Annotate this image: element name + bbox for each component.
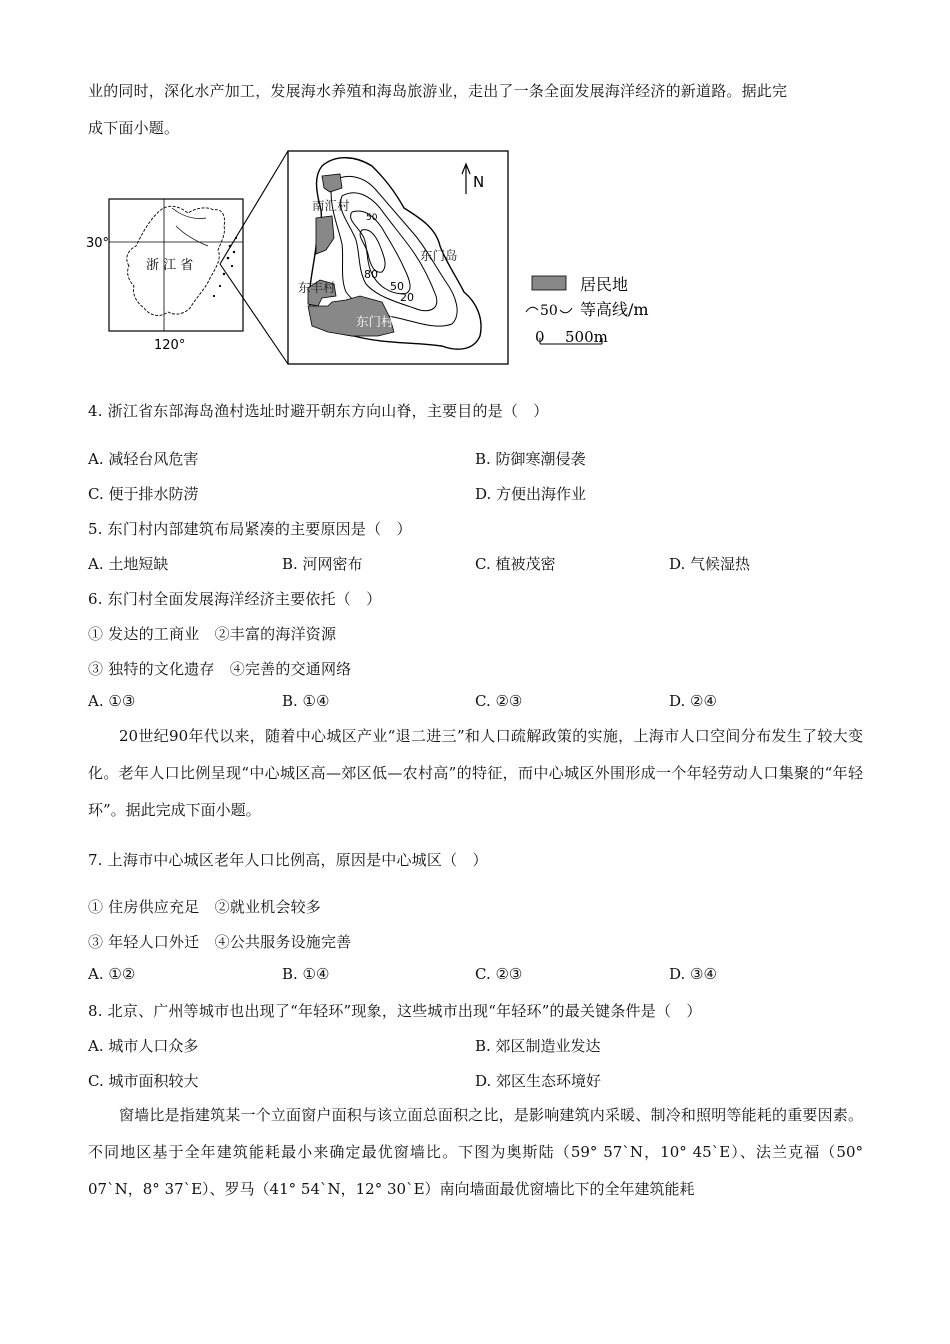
q6-option-c[interactable]: C. ②③ xyxy=(475,692,523,710)
intro-line-1: 业的同时，深化水产加工，发展海水养殖和海岛旅游业，走出了一条全面发展海洋经济的新道路。据此完 xyxy=(88,82,788,100)
label-dongmen-village: 东门村 xyxy=(356,314,394,329)
q8-option-b[interactable]: B. 郊区制造业发达 xyxy=(475,1037,601,1055)
legend-contour-label: 等高线/m xyxy=(580,300,649,319)
scale-zero-label: 0 xyxy=(535,328,545,346)
zhejiang-inset-map xyxy=(86,199,243,353)
q4-option-b[interactable]: B. 防御寒潮侵袭 xyxy=(475,450,586,468)
q4-stem: 4. 浙江省东部海岛渔村选址时避开朝东方向山脊，主要目的是（ ） xyxy=(88,402,549,420)
connector-line-top xyxy=(220,151,288,264)
contour-label-20: 20 xyxy=(400,291,414,304)
q6-option-a[interactable]: A. ①③ xyxy=(88,692,136,710)
q4-options-row-2 xyxy=(88,483,868,505)
q4-option-a[interactable]: A. 减轻台风危害 xyxy=(88,450,199,468)
island-map-figure xyxy=(84,146,684,371)
north-label: N xyxy=(473,173,485,191)
q4-options-row-1 xyxy=(88,448,868,470)
contour-label-50-upper: 50 xyxy=(366,213,378,223)
q7-option-c[interactable]: C. ②③ xyxy=(475,965,523,983)
q5-option-b[interactable]: B. 河网密布 xyxy=(282,555,363,573)
passage-window-wall-ratio: 窗墙比是指建筑某一个立面窗户面积与该立面总面积之比，是影响建筑内采暖、制冷和照明等能耗的重要因素。不同地区基于全年建筑能耗最小来确定最优窗墙比。下图为奥斯陆（59° 57`N，10° 45`E）、法兰克福（50° 07`N，8° 37`E）、罗马（41° 54`N，12° 30`E）南向墙面最优窗墙比下的全年建筑能耗 xyxy=(88,1106,863,1198)
q4-option-c[interactable]: C. 便于排水防涝 xyxy=(88,485,199,503)
q5-option-c[interactable]: C. 植被茂密 xyxy=(475,555,556,573)
q5-options-row xyxy=(88,553,868,575)
q6-option-d[interactable]: D. ②④ xyxy=(669,692,717,710)
q5-option-a[interactable]: A. 土地短缺 xyxy=(88,555,169,573)
label-dongfeng-village: 东丰村 xyxy=(298,280,336,295)
legend-settlement-label: 居民地 xyxy=(580,275,629,294)
q8-options-row-1 xyxy=(88,1035,868,1057)
q7-option-a[interactable]: A. ①② xyxy=(88,965,136,983)
legend-contour-icon xyxy=(526,307,538,312)
label-nanhui-village: 南汇村 xyxy=(312,198,350,213)
q6-option-b[interactable]: B. ①④ xyxy=(282,692,330,710)
q5-stem: 5. 东门村内部建筑布局紧凑的主要原因是（ ） xyxy=(88,520,412,538)
q8-stem: 8. 北京、广州等城市也出现了“年轻环”现象，这些城市出现“年轻环”的最关键条件是（ ） xyxy=(88,1002,702,1020)
q7-item-line-2: ③ 年轻人口外迁 ④公共服务设施完善 xyxy=(88,933,352,951)
inset-province-label: 浙 江 省 xyxy=(146,258,194,273)
q7-stem: 7. 上海市中心城区老年人口比例高，原因是中心城区（ ） xyxy=(88,851,488,869)
q6-item-line-1: ① 发达的工商业 ②丰富的海洋资源 xyxy=(88,625,337,643)
q8-option-d[interactable]: D. 郊区生态环境好 xyxy=(475,1072,602,1090)
contour-label-80: 80 xyxy=(364,268,378,281)
q5-option-d[interactable]: D. 气候湿热 xyxy=(669,555,751,573)
scale-value-label: 500m xyxy=(565,328,608,346)
q6-item-line-2: ③ 独特的文化遗存 ④完善的交通网络 xyxy=(88,660,352,678)
inset-lat-label: 30° xyxy=(86,236,110,251)
contour-label-50: 50 xyxy=(390,280,404,293)
connector-line-bottom xyxy=(220,264,288,364)
q4-option-d[interactable]: D. 方便出海作业 xyxy=(475,485,587,503)
q8-option-a[interactable]: A. 城市人口众多 xyxy=(88,1037,199,1055)
q6-options-row xyxy=(88,692,868,714)
label-dongmen-island: 东门岛 xyxy=(420,248,458,263)
q7-option-d[interactable]: D. ③④ xyxy=(669,965,717,983)
dongmen-island-map xyxy=(288,151,508,364)
map-legend xyxy=(526,275,649,346)
legend-contour-sample: 50 xyxy=(540,303,558,319)
inset-lon-label: 120° xyxy=(154,338,186,353)
q7-item-line-1: ① 住房供应充足 ②就业机会较多 xyxy=(88,898,321,916)
intro-line-2: 成下面小题。 xyxy=(88,119,180,137)
q8-option-c[interactable]: C. 城市面积较大 xyxy=(88,1072,199,1090)
q8-options-row-2 xyxy=(88,1070,868,1092)
q7-options-row xyxy=(88,965,868,987)
q7-option-b[interactable]: B. ①④ xyxy=(282,965,330,983)
legend-settlement-swatch xyxy=(532,276,566,290)
q6-stem: 6. 东门村全面发展海洋经济主要依托（ ） xyxy=(88,590,382,608)
passage-shanghai: 20世纪90年代以来，随着中心城区产业“退二进三”和人口疏解政策的实施，上海市人口空间分布发生了较大变化。老年人口比例呈现“中心城区高—郊区低—农村高”的特征，而中心城区外围形成一个年轻劳动人口集聚的“年轻环”。据此完成下面小题。 xyxy=(88,727,863,819)
